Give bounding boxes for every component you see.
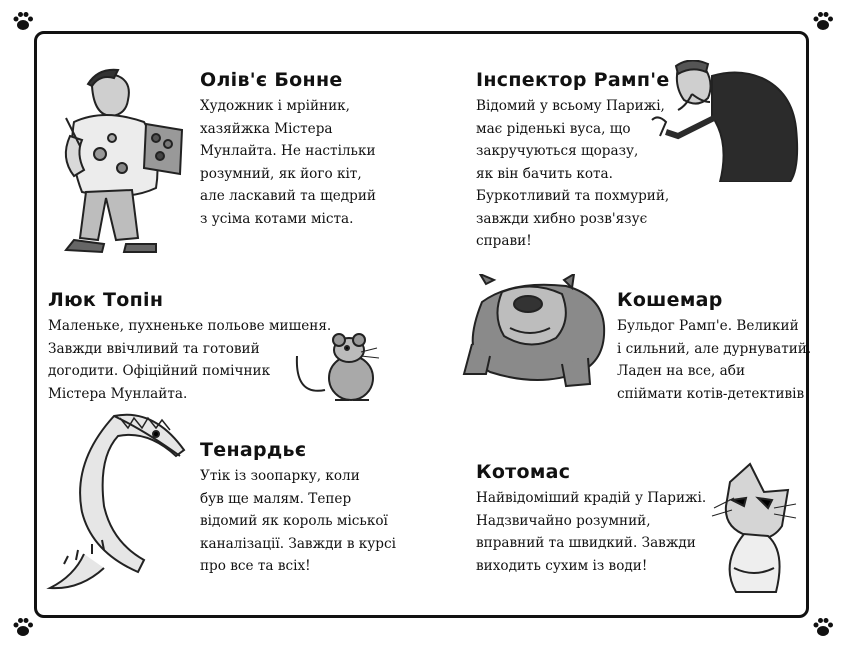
character-name: Кошемар xyxy=(617,289,723,311)
description-line: Завжди ввічливий та готовий xyxy=(48,340,260,357)
description-line: Найвідоміший крадій у Парижі. xyxy=(476,490,707,506)
description-line: як він бачить кота. xyxy=(476,165,613,182)
description-line: з усіма котами міста. xyxy=(200,210,354,227)
description-line: був ще малям. Тепер xyxy=(200,490,352,507)
description-line: Ладен на все, аби xyxy=(617,363,746,379)
paw-print-icon xyxy=(812,616,834,638)
paw-print-icon xyxy=(12,616,34,638)
description-line: має ріденькі вуса, що xyxy=(476,120,631,137)
painter-illustration xyxy=(52,64,192,260)
character-card-koshemar xyxy=(617,288,811,405)
description-line: каналізації. Завжди в курсі xyxy=(200,535,396,552)
character-card-tenardier xyxy=(200,438,396,578)
description-line: Художник і мрійник, xyxy=(200,98,350,114)
description-line: закручуються щоразу, xyxy=(476,143,639,159)
cat-illustration xyxy=(704,458,800,594)
description-line: хазяйжка Містера xyxy=(200,120,333,137)
character-name: Люк Топін xyxy=(48,289,164,311)
character-card-olivier xyxy=(200,68,376,230)
character-card-inspector xyxy=(476,68,670,253)
description-line: вправний та швидкий. Завжди xyxy=(476,535,696,551)
description-line: Містера Мунлайта. xyxy=(48,385,188,402)
description-line: Відомий у всьому Парижі, xyxy=(476,98,665,114)
description-line: відомий як король міської xyxy=(200,513,388,529)
character-name: Котомас xyxy=(476,461,571,483)
description-line: завжди хибно розв'язує xyxy=(476,210,648,227)
crocodile-illustration xyxy=(44,404,196,602)
character-name: Олів'є Бонне xyxy=(200,69,343,91)
bulldog-illustration xyxy=(452,274,612,392)
paw-print-icon xyxy=(812,10,834,32)
description-line: розумний, як його кіт, xyxy=(200,165,362,182)
description-line: про все та всіх! xyxy=(200,558,311,574)
description-line: спіймати котів-детективів! xyxy=(617,385,810,402)
description-line: Мунлайта. Не настільки xyxy=(200,143,376,159)
description-line: Буркотливий та похмурий, xyxy=(476,188,670,204)
description-line: догодити. Офіційний помічник xyxy=(48,363,271,379)
description-line: Маленьке, пухненьке польове мишеня. xyxy=(48,318,332,334)
description-line: Утік із зоопарку, коли xyxy=(200,468,360,484)
description-line: але ласкавий та щедрий xyxy=(200,188,376,204)
inspector-illustration xyxy=(648,60,800,182)
character-card-kotomas xyxy=(476,460,706,577)
description-line: справи! xyxy=(476,233,532,249)
character-name: Тенардьє xyxy=(200,439,307,461)
description-line: і сильний, але дурнуватий. xyxy=(617,340,812,357)
paw-print-icon xyxy=(12,10,34,32)
description-line: Надзвичайно розумний, xyxy=(476,512,651,529)
description-line: виходить сухим із води! xyxy=(476,557,648,574)
description-line: Бульдог Рамп'е. Великий xyxy=(617,318,799,334)
character-card-luc xyxy=(48,288,331,405)
character-name: Інспектор Рамп'е xyxy=(476,69,670,91)
